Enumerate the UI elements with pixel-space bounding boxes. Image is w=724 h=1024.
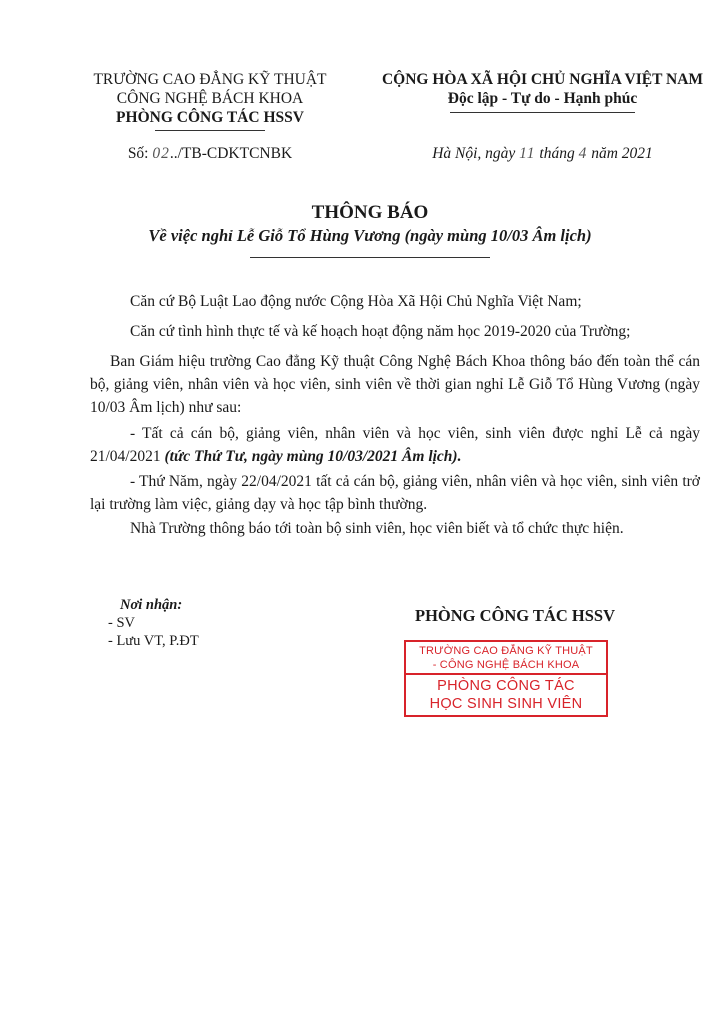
stamp-body — [406, 675, 606, 715]
stamp-dept-line1: PHÒNG CÔNG TÁC — [437, 678, 575, 694]
stamp-dept-line2: HỌC SINH SINH VIÊN — [429, 696, 583, 712]
document-title: THÔNG BÁO — [311, 202, 429, 223]
doc-no-suffix: ../TB-CDKTCNBK — [169, 145, 293, 162]
national-motto-block — [365, 70, 720, 108]
issuer-department: PHÒNG CÔNG TÁC HSSV — [116, 109, 304, 126]
document-number — [60, 145, 360, 163]
issuer-underline — [155, 130, 265, 131]
holiday-lunar-date: (tức Thứ Tư, ngày mùng 10/03/2021 Âm lịch). — [164, 448, 462, 465]
place-date — [365, 145, 720, 163]
title-underline — [250, 257, 490, 258]
signature-title: PHÒNG CÔNG TÁC HSSV — [414, 606, 615, 625]
doc-no-handwritten: 02 — [152, 145, 170, 162]
paragraph-holiday-date — [90, 422, 700, 468]
paragraph-legal-basis-2: Căn cứ tình hình thực tế và kế hoạch hoạt động năm học 2019-2020 của Trường; — [130, 323, 631, 340]
doc-no-prefix: Số: — [127, 145, 153, 162]
year-text: năm 2021 — [587, 145, 653, 162]
recipients-title: Nơi nhận: — [120, 597, 183, 613]
paragraph-return-date: - Thứ Năm, ngày 22/04/2021 tất cả cán bộ, giảng viên, nhân viên và học viên, sinh viên trở lại trường làm việc, giảng dạy và học tập bình thường. — [90, 473, 700, 513]
motto: Độc lập - Tự do - Hạnh phúc — [447, 90, 638, 107]
day-handwritten: 11 — [519, 145, 536, 162]
recipients-block — [108, 596, 199, 650]
document-subtitle: Về việc nghỉ Lễ Giỗ Tổ Hùng Vương (ngày mùng 10/03 Âm lịch) — [148, 226, 592, 245]
stamp-school-line1: TRƯỜNG CAO ĐẲNG KỸ THUẬT — [419, 645, 593, 657]
stamp-school-line2: - CÔNG NGHỆ BÁCH KHOA — [432, 659, 580, 671]
stamp-header — [406, 642, 606, 675]
recipient-item: - SV — [108, 615, 135, 631]
recipient-item: - Lưu VT, P.ĐT — [108, 633, 199, 649]
paragraph-closing: Nhà Trường thông báo tới toàn bộ sinh viên, học viên biết và tổ chức thực hiện. — [130, 520, 624, 537]
place-prefix: Hà Nội, ngày — [432, 145, 520, 162]
issuer-block — [60, 70, 360, 127]
motto-underline — [450, 112, 635, 113]
month-label: tháng — [535, 145, 579, 162]
month-handwritten: 4 — [578, 145, 588, 162]
official-stamp — [404, 640, 608, 717]
issuer-school-line2: CÔNG NGHỆ BÁCH KHOA — [116, 90, 304, 107]
issuer-school-line1: TRƯỜNG CAO ĐẲNG KỸ THUẬT — [93, 71, 327, 88]
paragraph-announcement: Ban Giám hiệu trường Cao đẳng Kỹ thuật Công Nghệ Bách Khoa thông báo đến toàn thể cán bộ, giảng viên, nhân viên và học viên, sinh viên về thời gian nghỉ Lễ Giỗ Tổ Hùng Vương (ngày 10/03 Âm lịch) như sau: — [90, 353, 700, 416]
holiday-date-text: - Tất cả cán bộ, giảng viên, nhân viên và học viên, sinh viên được nghỉ Lễ cả ngày 21/04/2021 — [90, 425, 700, 465]
paragraph-legal-basis-1: Căn cứ Bộ Luật Lao động nước Cộng Hòa Xã Hội Chủ Nghĩa Việt Nam; — [130, 293, 582, 310]
country-name: CỘNG HÒA XÃ HỘI CHỦ NGHĨA VIỆT NAM — [381, 71, 704, 88]
